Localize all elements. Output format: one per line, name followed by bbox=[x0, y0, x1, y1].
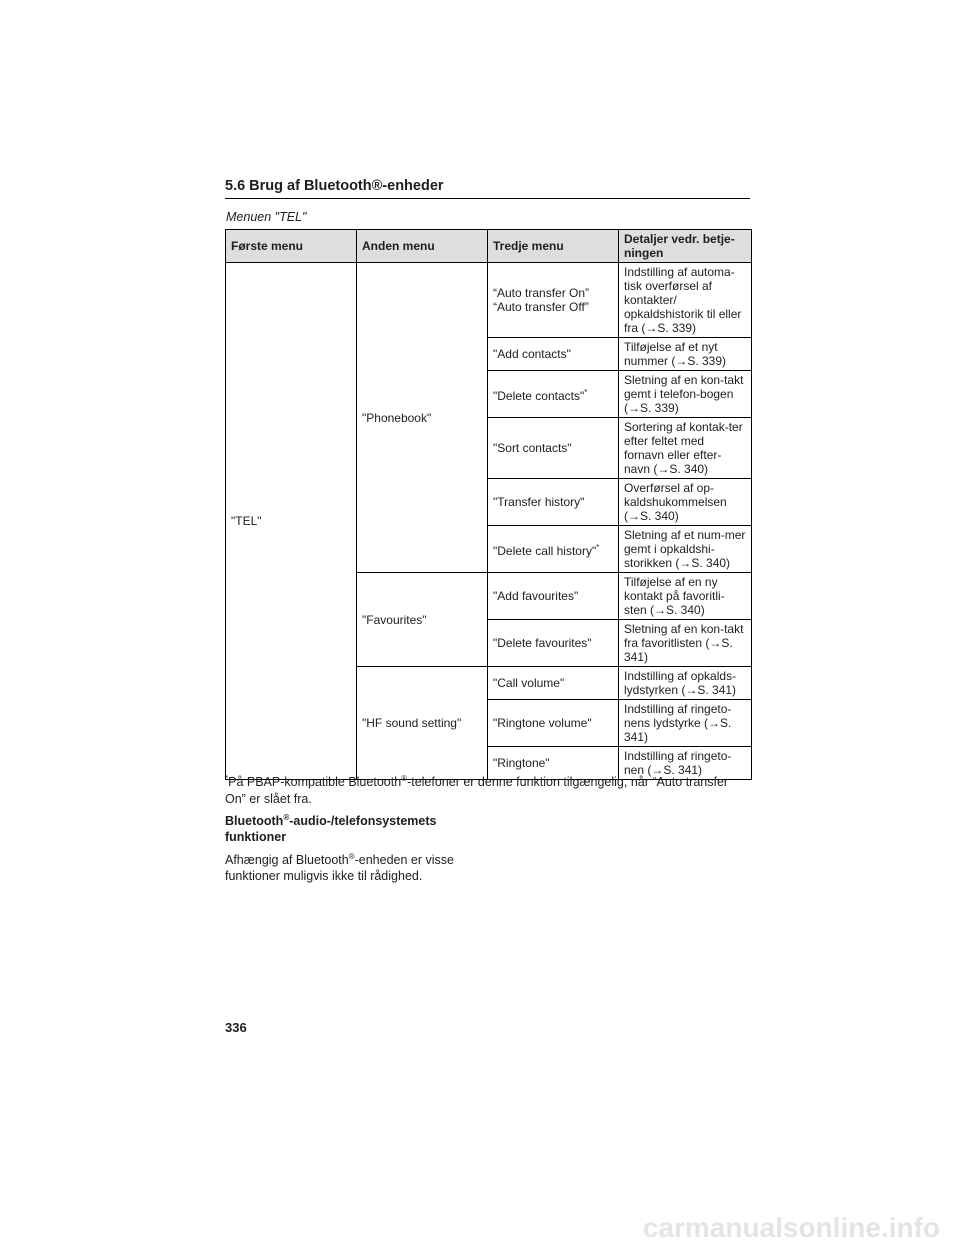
details-cell: Indstilling af opkalds-lydstyrken (→S. 341) bbox=[619, 667, 752, 700]
third-menu-cell: "Delete favourites" bbox=[488, 620, 619, 667]
footnote-marker: * bbox=[596, 542, 600, 552]
column-header: Tredje menu bbox=[488, 230, 619, 263]
details-cell: Tilføjelse af en ny kontakt på favoritli-sten (→S. 340) bbox=[619, 573, 752, 620]
third-menu-cell: "Transfer history" bbox=[488, 479, 619, 526]
page-number: 336 bbox=[225, 1020, 247, 1035]
column-header: Anden menu bbox=[357, 230, 488, 263]
footnote-marker: * bbox=[584, 387, 588, 397]
third-menu-cell: "Delete call history"* bbox=[488, 526, 619, 573]
second-menu-cell: "Phonebook" bbox=[357, 263, 488, 573]
body-paragraph: Afhængig af Bluetooth®-enheden er visse funktioner muligvis ikke til rådighed. bbox=[225, 852, 454, 884]
details-cell: Overførsel af op-kaldshukommelsen (→S. 340) bbox=[619, 479, 752, 526]
column-header: Detaljer vedr. betje-ningen bbox=[619, 230, 752, 263]
details-cell: Sletning af en kon-takt fra favoritlisten (→S. 341) bbox=[619, 620, 752, 667]
details-cell: Tilføjelse af et nyt nummer (→S. 339) bbox=[619, 338, 752, 371]
registered-mark: ® bbox=[401, 774, 408, 783]
details-cell: Indstilling af ringeto-nens lydstyrke (→S. 341) bbox=[619, 700, 752, 747]
second-menu-cell: "Favourites" bbox=[357, 573, 488, 667]
first-menu-cell: "TEL" bbox=[226, 263, 357, 780]
details-cell: Sletning af en kon-takt gemt i telefon-bogen (→S. 339) bbox=[619, 371, 752, 418]
footnote-marker: * bbox=[225, 774, 229, 783]
third-menu-cell: "Add contacts" bbox=[488, 338, 619, 371]
third-menu-cell: "Call volume" bbox=[488, 667, 619, 700]
table-caption: Menuen "TEL" bbox=[226, 210, 307, 224]
tel-menu-table bbox=[225, 229, 752, 780]
details-cell: Indstilling af automa-tisk overførsel af kontakter/ opkaldshistorik til eller fra (→S. 339) bbox=[619, 263, 752, 338]
third-menu-cell: "Ringtone volume" bbox=[488, 700, 619, 747]
third-menu-cell: "Sort contacts" bbox=[488, 418, 619, 479]
subheading: Bluetooth®-audio-/telefonsystemets funktioner bbox=[225, 813, 437, 845]
third-menu-cell: "Delete contacts"* bbox=[488, 371, 619, 418]
second-menu-cell: "HF sound setting" bbox=[357, 667, 488, 780]
third-menu-cell: "Ringtone" bbox=[488, 747, 619, 780]
third-menu-cell: "Add favourites" bbox=[488, 573, 619, 620]
section-header: 5.6 Brug af Bluetooth®-enheder bbox=[225, 178, 750, 199]
registered-mark: ® bbox=[348, 852, 355, 861]
column-header: Første menu bbox=[226, 230, 357, 263]
details-cell: Indstilling af ringeto-nen (→S. 341) bbox=[619, 747, 752, 780]
details-cell: Sortering af kontak-ter efter feltet med fornavn eller efter-navn (→S. 340) bbox=[619, 418, 752, 479]
footnote: *På PBAP-kompatible Bluetooth®-telefoner er denne funktion tilgængelig, når “Auto transfer On” er slået fra. bbox=[225, 774, 729, 807]
watermark: carmanualsonline.info bbox=[642, 1212, 940, 1243]
registered-mark: ® bbox=[283, 813, 290, 822]
details-cell: Sletning af et num-mer gemt i opkaldshi-storikken (→S. 340) bbox=[619, 526, 752, 573]
third-menu-cell: “Auto transfer On” “Auto transfer Off” bbox=[488, 263, 619, 338]
